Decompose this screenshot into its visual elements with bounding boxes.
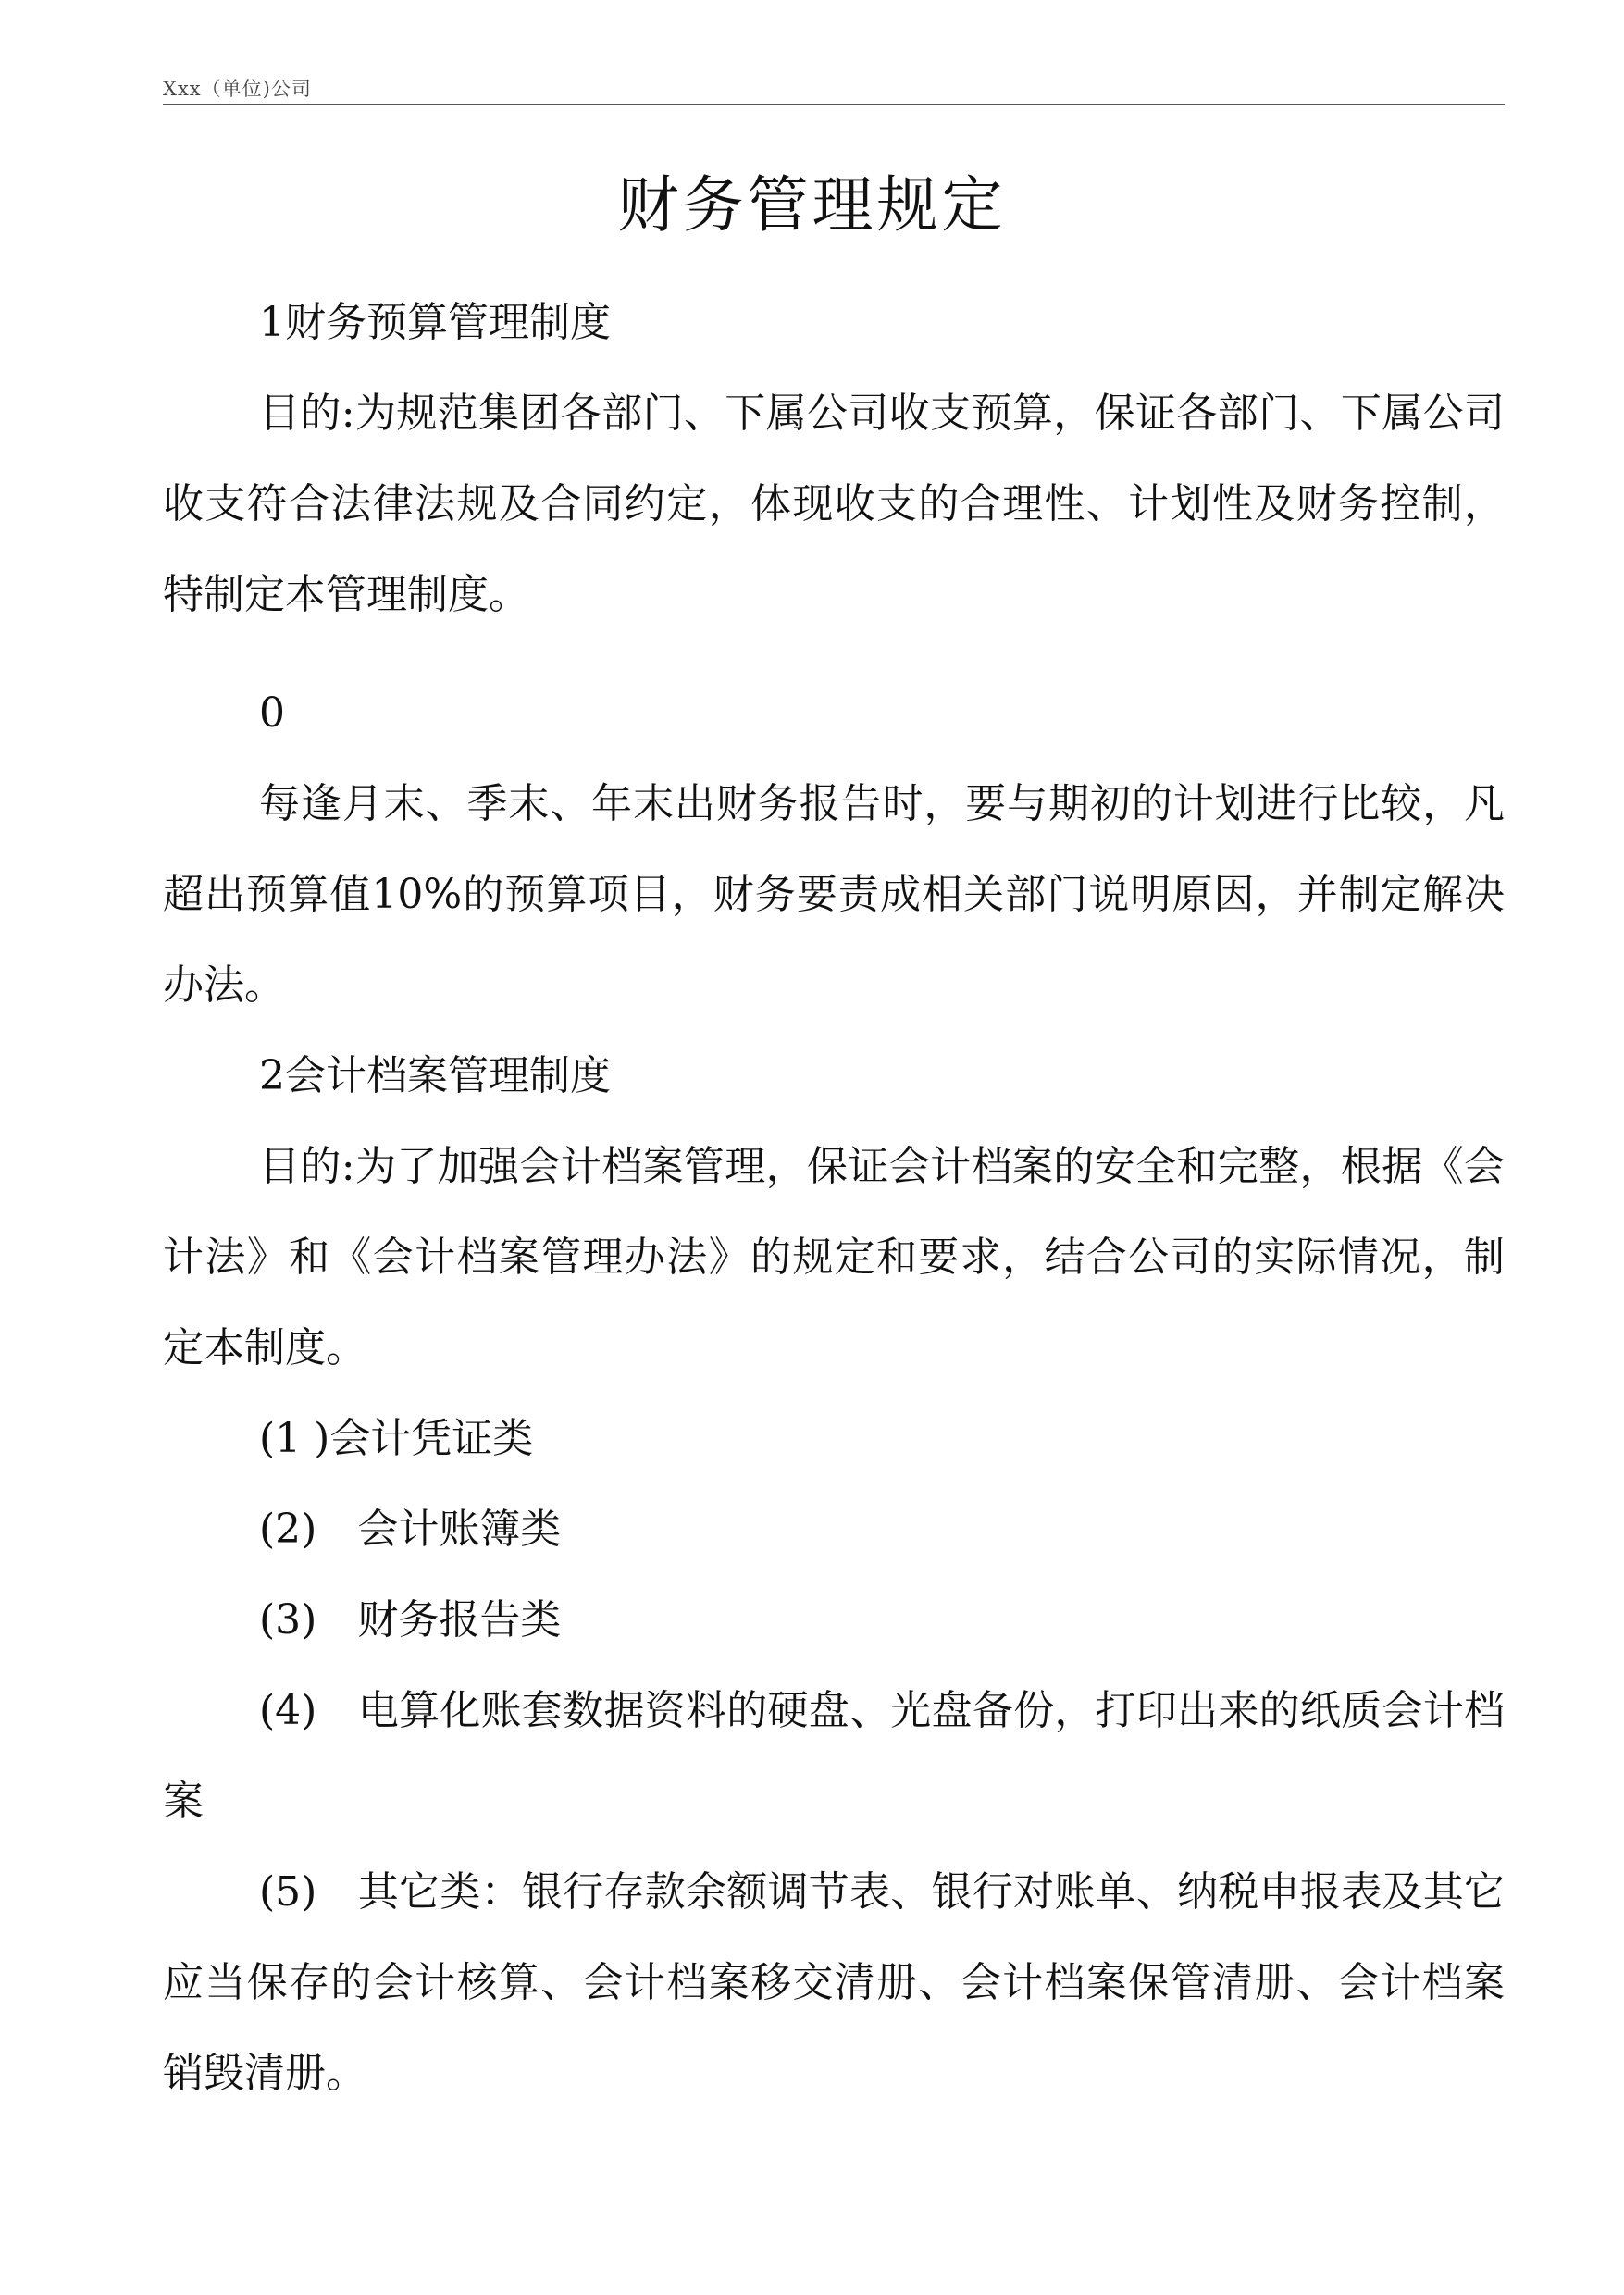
section-heading-budget: 1财务预算管理制度 (259, 299, 611, 346)
list-item-other-records: (5) 其它类：银行存款余额调节表、银行对账单、纳税申报表及其它应当保存的会计核算、会计档案移交清册、会计档案保管清册、会计档案销毁清册。 (163, 1868, 1505, 2097)
paragraph-budget-comparison: 每逢月末、季末、年末出财务报告时，要与期初的计划进行比较，凡超出预算值10%的预算项目，财务要责成相关部门说明原因，并制定解决办法。 (163, 780, 1505, 1009)
list-item-ledgers: (2) 会计账簿类 (259, 1506, 562, 1553)
list-item-electronic-backups: (4) 电算化账套数据资料的硬盘、光盘备份，打印出来的纸质会计档案 (163, 1687, 1505, 1825)
paragraph-budget-purpose: 目的:为规范集团各部门、下属公司收支预算，保证各部门、下属公司收支符合法律法规及合同约定，体现收支的合理性、计划性及财务控制，特制定本管理制度。 (163, 390, 1505, 618)
paragraph-gap (163, 640, 1505, 668)
document-title: 财务管理规定 (617, 169, 1007, 241)
paragraph-archives-purpose: 目的:为了加强会计档案管理，保证会计档案的安全和完整，根据《会计法》和《会计档案管理办法》的规定和要求，结合公司的实际情况，制定本制度。 (163, 1143, 1505, 1371)
list-item-financial-reports: (3) 财务报告类 (259, 1596, 562, 1644)
page-header (163, 67, 1505, 105)
section-heading-archives: 2会计档案管理制度 (259, 1052, 611, 1099)
list-item-vouchers: (1 )会计凭证类 (259, 1415, 534, 1462)
document-body (163, 278, 1505, 2119)
header-company-name: Xxx（单位)公司 (163, 78, 312, 100)
paragraph-zero-marker: 0 (259, 689, 285, 737)
